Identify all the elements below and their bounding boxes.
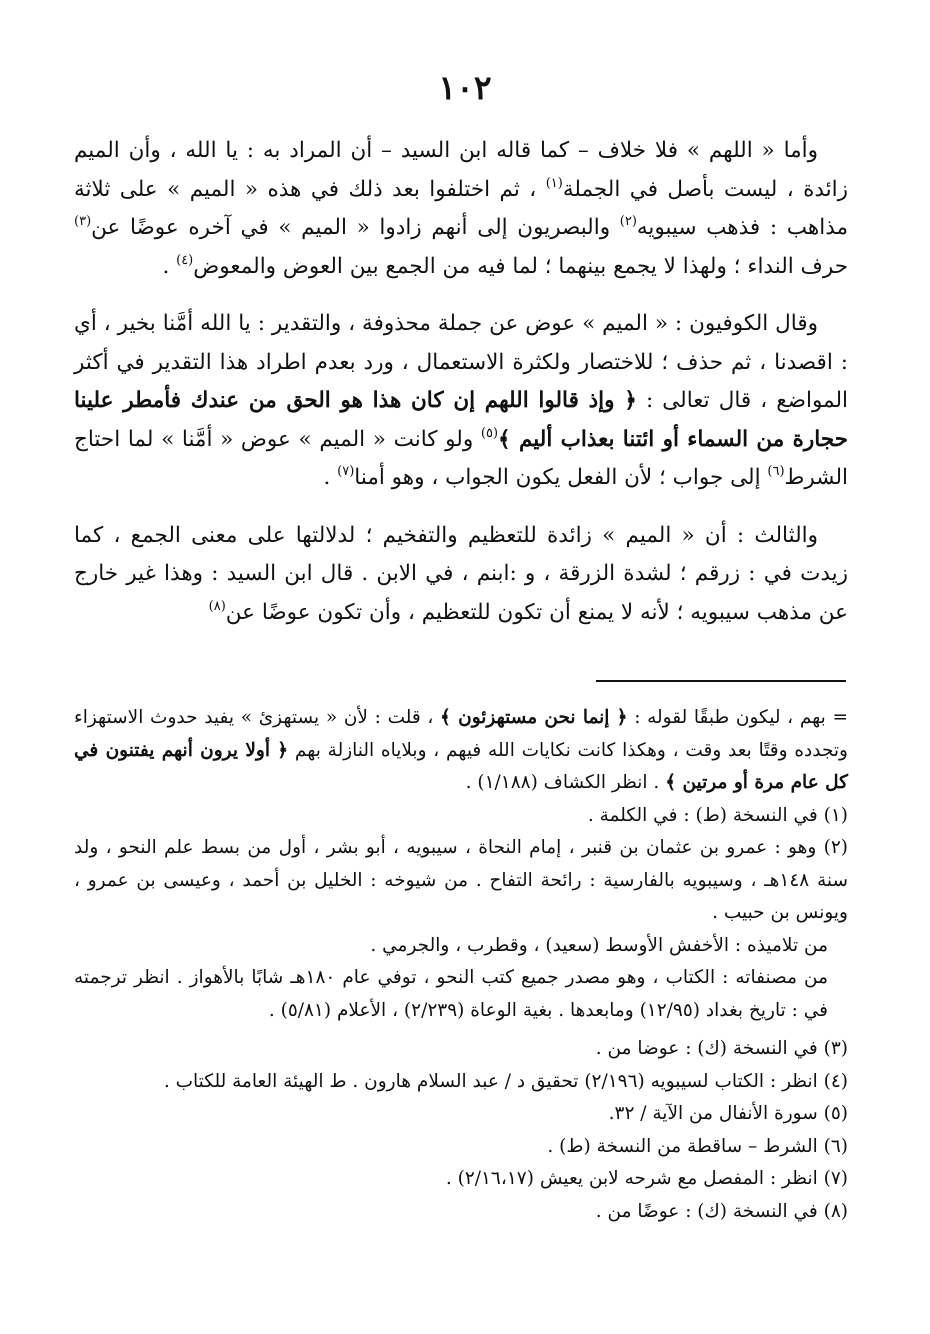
footnote-8: (٨) في النسخة (ك) : عوضًا من . <box>595 1200 848 1222</box>
footnote-2-works: من مصنفاته : الكتاب ، وهو مصدر جميع كتب النحو ، توفي عام ١٨٠هـ شابًا بالأهواز . انظر ترجمته في : تاريخ بغداد (١٢/٩٥) ومابعدها . بغية الوعاة (٢/٢٣٩) ، الأعلام (٥/٨١) . <box>74 967 828 1021</box>
quran-quote: ﴿ وإذ قالوا اللهم إن كان هذا هو الحق من عندك فأمطر علينا حجارة من السماء أو ائتنا بعذاب أليم ﴾ <box>74 388 848 452</box>
text-segment: والبصريون إلى أنهم زادوا « الميم » في آخره عوضًا عن <box>91 215 620 240</box>
footnote-continuation <box>74 702 848 800</box>
paragraph-3 <box>74 517 848 633</box>
paragraph-1 <box>74 132 848 286</box>
page-number: ١٠٢ <box>438 68 492 107</box>
footnotes-section <box>74 702 848 1228</box>
footnote-5: (٥) سورة الأنفال من الآية / ٣٢. <box>608 1103 848 1124</box>
text-segment: = بهم ، ليكون طبقًا لقوله : <box>627 707 848 728</box>
footnote-separator <box>596 680 846 682</box>
text-segment: . <box>162 253 177 279</box>
footnote-2-students: من تلاميذه : الأخفش الأوسط (سعيد) ، وقطرب ، والجرمي . <box>370 934 828 956</box>
footnote-6: (٦) الشرط – ساقطة من النسخة (ط) . <box>547 1135 848 1157</box>
footnote-ref-4[interactable]: (٤) <box>176 252 194 268</box>
text-segment: ولو كانت « الميم » عوض « أمَّنا » لما احتاج الشرط <box>74 426 848 490</box>
footnote-ref-7[interactable]: (٧) <box>337 464 355 479</box>
footnote-ref-5[interactable]: (٥) <box>480 425 499 441</box>
footnote-ref-2[interactable]: (٢) <box>619 214 637 229</box>
footnote-2: (٢) وهو : عمرو بن عثمان بن قنبر ، إمام النحاة ، سيبويه ، أبو بشر ، أول من بسط علم النحو ، ولد سنة ١٤٨هـ ، وسيبويه بالفارسية : رائحة التفاح . من شيوخه : الخليل بن أحمد ، وعيسى بن عمرو ، ويونس بن حبيب . <box>74 837 849 923</box>
paragraph-2 <box>74 305 848 498</box>
footnote-ref-6[interactable]: (٦) <box>767 464 785 479</box>
footnote-3: (٣) في النسخة (ك) : عوضا من . <box>595 1038 848 1059</box>
footnote-ref-3[interactable]: (٣) <box>74 214 92 229</box>
text-segment: ، قلت : لأن « يستهزئ » يفيد حدوث الاستهزاء وتجدده وقتًا بعد وقت ، وهكذا كانت نكايات الله فيهم ، وبلاياه النازلة بهم <box>74 707 848 761</box>
text-segment: . انظر الكشاف (١/١٨٨) . <box>465 772 666 793</box>
text-segment: . <box>323 465 338 490</box>
main-text <box>74 132 848 651</box>
quran-quote: ﴿ إنما نحن مستهزئون ﴾ <box>440 707 628 728</box>
text-segment: إلى جواب ؛ لأن الفعل يكون الجواب ، وهو أمنا <box>354 465 768 490</box>
footnote-ref-8[interactable]: (٨) <box>208 598 226 614</box>
text-segment: ، ثم اختلفوا بعد ذلك في هذه « الميم » على ثلاثة مذاهب : فذهب سيبويه <box>74 176 848 240</box>
text-segment: حرف النداء ؛ ولهذا لا يجمع بينهما ؛ لما فيه من الجمع بين العوض والمعوض <box>193 253 848 279</box>
quran-quote: ﴿ أولا يرون أنهم يفتنون في كل عام مرة أو مرتين ﴾ <box>74 739 848 793</box>
footnote-4: (٤) انظر : الكتاب لسيبويه (٢/١٩٦) تحقيق د / عبد السلام هارون . ط الهيئة العامة للكتاب . <box>163 1070 848 1092</box>
footnote-ref-1[interactable]: (١) <box>545 175 563 191</box>
text-segment: وقال الكوفيون : « الميم » عوض عن جملة محذوفة ، والتقدير : يا الله أمَّنا بخير ، أي : اقصدنا ، ثم حذف ؛ للاختصار ولكثرة الاستعمال ، ورد بعدم اطراد هذا التقدير في أكثر المواضع ، قال تعالى : <box>74 311 849 413</box>
text-segment: والثالث : أن « الميم » زائدة للتعظيم والتفخيم ؛ لدلالتها على معنى الجمع ، كما زيدت في : زرقم ؛ لشدة الزرقة ، و :ابنم ، في الابن . قال ابن السيد : وهذا غير خارج عن مذهب سيبويه ؛ لأنه لا يمنع أن تكون للتعظيم ، وأن تكون عوضًا عن <box>74 522 848 625</box>
footnote-7: (٧) انظر : المفصل مع شرحه لابن يعيش (٢/١٦،١٧) . <box>445 1168 848 1189</box>
text-segment: وأما « اللهم » فلا خلاف – كما قاله ابن السيد – أن المراد به : يا الله ، وأن الميم زائدة ، ليست بأصل في الجملة <box>74 138 849 202</box>
footnote-1: (١) في النسخة (ط) : في الكلمة . <box>587 804 848 826</box>
